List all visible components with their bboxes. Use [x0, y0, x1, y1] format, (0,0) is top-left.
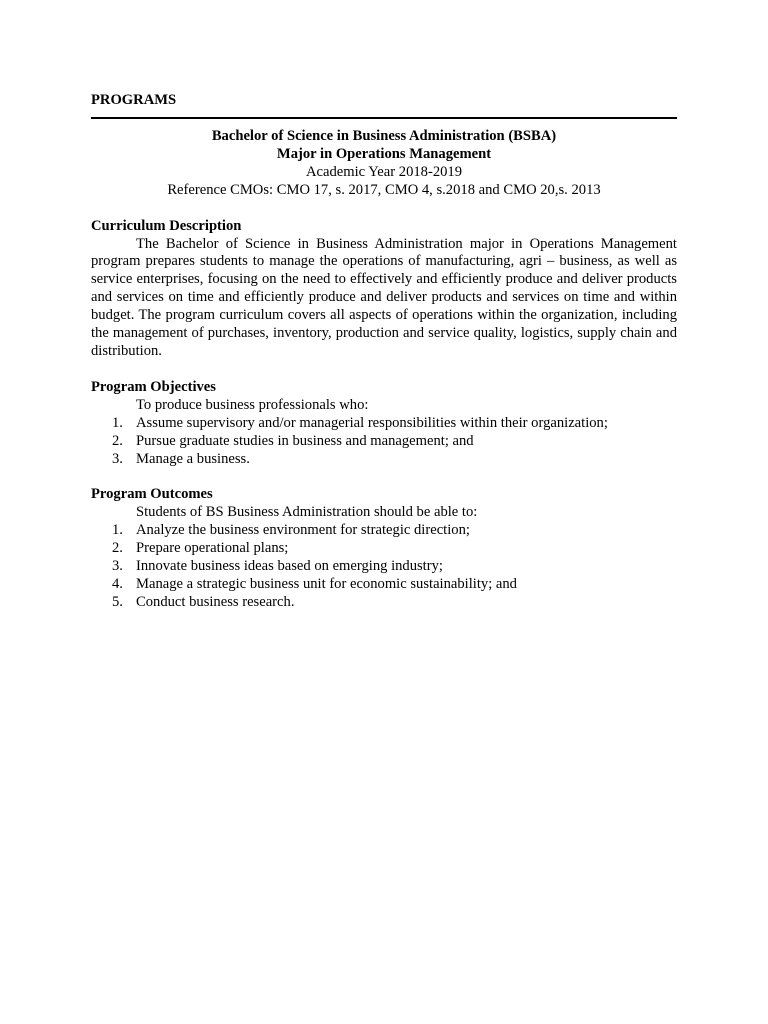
list-item	[91, 594, 677, 612]
objectives-heading: Program Objectives	[91, 378, 216, 395]
curriculum-heading: Curriculum Description	[91, 217, 242, 234]
list-number: 3.	[112, 450, 123, 467]
outcomes-intro: Students of BS Business Administration should be able to:	[136, 504, 478, 521]
list-item-text: Conduct business research.	[136, 593, 295, 610]
outcomes-heading: Program Outcomes	[91, 486, 213, 503]
reference-cmos: Reference CMOs: CMO 17, s. 2017, CMO 4, s.2018 and CMO 20,s. 2013	[167, 181, 601, 198]
header-divider	[91, 117, 677, 119]
list-number: 2.	[112, 432, 123, 449]
list-number: 1.	[112, 522, 123, 539]
list-item-text: Manage a strategic business unit for economic sustainability; and	[136, 575, 517, 592]
curriculum-description: The Bachelor of Science in Business Administration major in Operations Management program prepares students to manage the operations of manufacturing, agri – business, as well as service enterprises, focusing on the need to effectively and efficiently produce and deliver products and services on time and efficiently produce and deliver products and services on time and within budget. The program curriculum covers all aspects of operations within the organization, including the management of purchases, inventory, production and service quality, logistics, supply chain and distribution.	[91, 235, 677, 359]
list-item	[91, 415, 677, 433]
list-number: 4.	[112, 575, 123, 592]
list-item	[91, 522, 677, 540]
list-item	[91, 558, 677, 576]
list-item-text: Assume supervisory and/or managerial responsibilities within their organization;	[136, 414, 608, 431]
title-block	[91, 128, 677, 200]
list-item-text: Pursue graduate studies in business and management; and	[136, 432, 474, 449]
objectives-list	[91, 415, 677, 469]
programs-header: PROGRAMS	[91, 92, 177, 108]
list-item	[91, 433, 677, 451]
list-item-text: Manage a business.	[136, 450, 250, 467]
list-item-text: Analyze the business environment for strategic direction;	[136, 522, 470, 539]
list-number: 1.	[112, 414, 123, 431]
objectives-intro: To produce business professionals who:	[136, 396, 369, 413]
list-number: 2.	[112, 540, 123, 557]
list-item	[91, 540, 677, 558]
degree-title: Bachelor of Science in Business Administration (BSBA)	[211, 128, 557, 144]
document-page	[91, 92, 677, 612]
outcomes-list	[91, 522, 677, 612]
list-item-text: Prepare operational plans;	[136, 540, 289, 557]
list-number: 3.	[112, 558, 123, 575]
list-item	[91, 576, 677, 594]
academic-year: Academic Year 2018-2019	[305, 163, 463, 180]
list-item-text: Innovate business ideas based on emerging industry;	[136, 558, 443, 575]
major-title: Major in Operations Management	[276, 145, 492, 162]
list-number: 5.	[112, 593, 123, 610]
list-item	[91, 451, 677, 469]
